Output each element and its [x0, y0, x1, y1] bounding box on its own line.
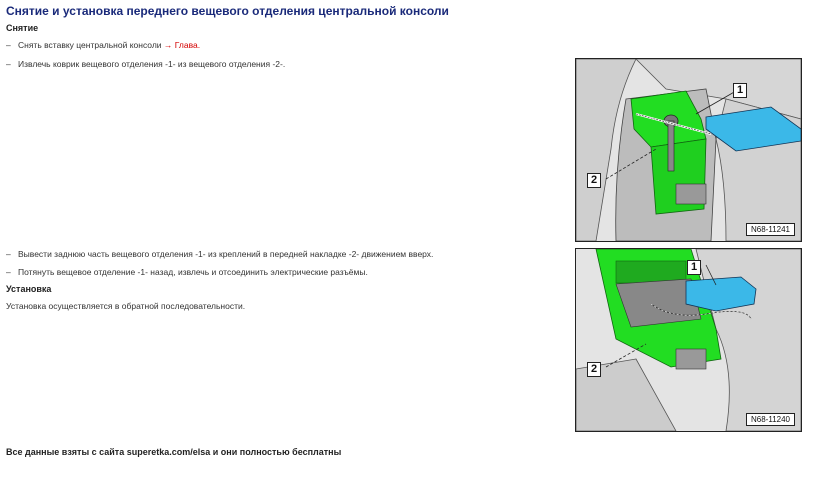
removal-step-3: [6, 249, 433, 259]
step-dash: –: [6, 59, 11, 69]
chapter-link[interactable]: → Глава.: [163, 40, 201, 50]
removal-step-4: [6, 267, 368, 277]
installation-text: Установка осуществляется в обратной последовательности.: [6, 301, 246, 311]
step-text: Потянуть вещевое отделение -1- назад, извлечь и отсоединить электрические разъёмы.: [18, 267, 368, 277]
callout-1: 1: [733, 83, 747, 98]
callout-1: 1: [687, 260, 701, 275]
callout-2: 2: [587, 173, 601, 188]
footer-note: Все данные взяты с сайта superetka.com/elsa и они полностью бесплатны: [6, 447, 342, 457]
step-text: Извлечь коврик вещевого отделения -1- из вещевого отделения -2-.: [18, 59, 286, 69]
step-text: Вывести заднюю часть вещевого отделения -1- из креплений в передней накладке -2- движением вверх.: [18, 249, 434, 259]
figure-code: N68-11240: [746, 413, 795, 426]
installation-heading: Установка: [6, 284, 52, 294]
page-title: Снятие и установка переднего вещевого отделения центральной консоли: [6, 4, 449, 18]
console-illustration-2: [576, 249, 801, 431]
arrow-right-icon: →: [163, 40, 173, 50]
removal-step-2: [6, 59, 285, 69]
figure-2: [575, 248, 802, 432]
removal-step-1: [6, 40, 200, 50]
figure-code: N68-11241: [746, 223, 795, 236]
callout-2: 2: [587, 362, 601, 377]
step-text: Снять вставку центральной консоли: [18, 40, 162, 50]
console-illustration-1: [576, 59, 801, 241]
removal-heading: Снятие: [6, 23, 39, 33]
figure-1: [575, 58, 802, 242]
step-dash: –: [6, 249, 11, 259]
step-dash: –: [6, 40, 11, 50]
step-dash: –: [6, 267, 11, 277]
